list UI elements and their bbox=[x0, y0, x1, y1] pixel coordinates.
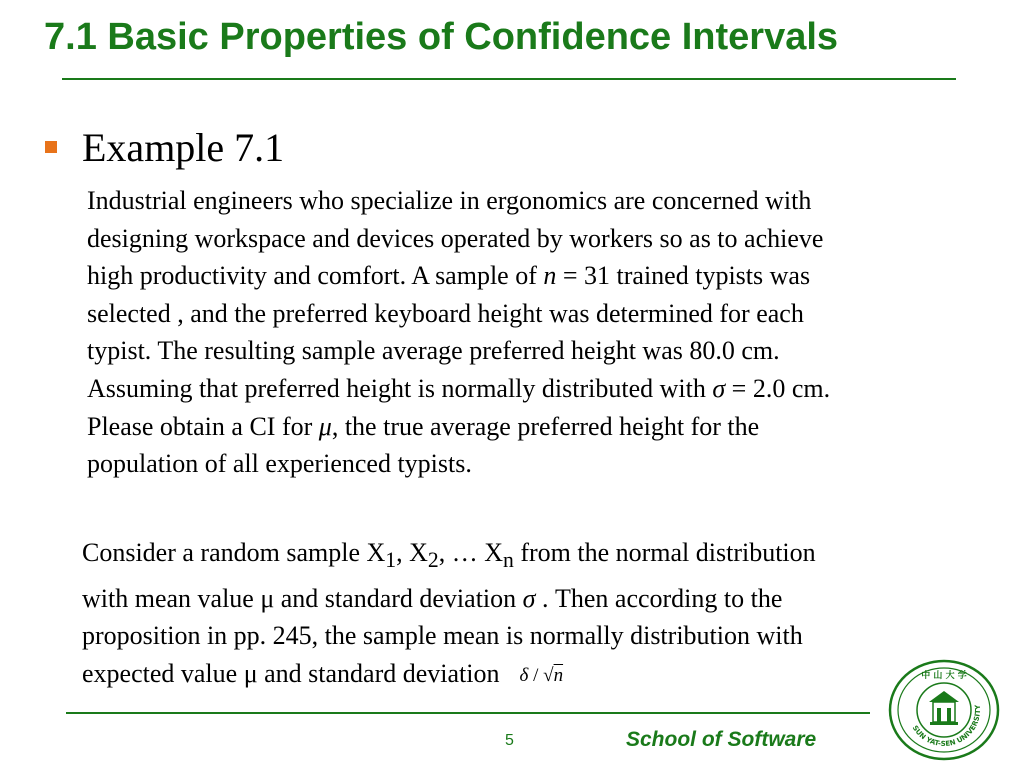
page-number: 5 bbox=[505, 732, 514, 749]
example-heading: Example 7.1 bbox=[82, 125, 285, 170]
text-line: Industrial engineers who specialize in ergonomics are concerned with bbox=[87, 186, 812, 215]
text-line: Consider a random sample $X_1$, $X_2$, … $X_n$ from the normal distribution bbox=[82, 538, 816, 573]
school-name: School of Software bbox=[626, 728, 817, 751]
text-line: expected value μ and standard deviation δ / √n bbox=[82, 655, 982, 695]
text-line: high productivity and comfort. A sample of n = 31 trained typists was bbox=[87, 261, 811, 291]
text-line: typist. The resulting sample average preferred height was 80.0 cm. bbox=[87, 336, 780, 366]
variable-mu: μ bbox=[318, 411, 332, 441]
svg-text:SUN YAT-SEN UNIVERSITY: SUN YAT-SEN UNIVERSITY bbox=[910, 704, 983, 749]
title-divider bbox=[62, 78, 956, 80]
svg-text:中 山 大 学: 中 山 大 学 bbox=[921, 671, 967, 681]
explanation-paragraph bbox=[82, 534, 982, 695]
text-line: designing workspace and devices operated by workers so as to achieve bbox=[87, 223, 824, 253]
text-line: population of all experienced typists. bbox=[87, 449, 472, 479]
university-seal-logo bbox=[886, 658, 1002, 762]
text-line: proposition in pp. 245, the sample mean is normally distribution with bbox=[82, 621, 803, 651]
slide-title: 7.1 Basic Properties of Confidence Intervals bbox=[44, 16, 839, 58]
footer-divider bbox=[66, 712, 870, 714]
text-line: Please obtain a CI for μ, the true average preferred height for the bbox=[87, 411, 760, 441]
text-line: with mean value μ and standard deviation σ . Then according to the bbox=[82, 583, 783, 613]
std-dev-formula: δ / √n bbox=[519, 664, 564, 686]
text-line: selected , and the preferred keyboard height was determined for each bbox=[87, 298, 804, 328]
example-paragraph bbox=[82, 182, 982, 483]
variable-sigma: σ bbox=[522, 583, 536, 613]
variable-sigma: σ bbox=[712, 373, 726, 403]
text-line: Assuming that preferred height is normally distributed with σ = 2.0 cm. bbox=[87, 373, 831, 403]
variable-n: n bbox=[543, 261, 557, 291]
bullet-square-icon bbox=[45, 141, 57, 153]
